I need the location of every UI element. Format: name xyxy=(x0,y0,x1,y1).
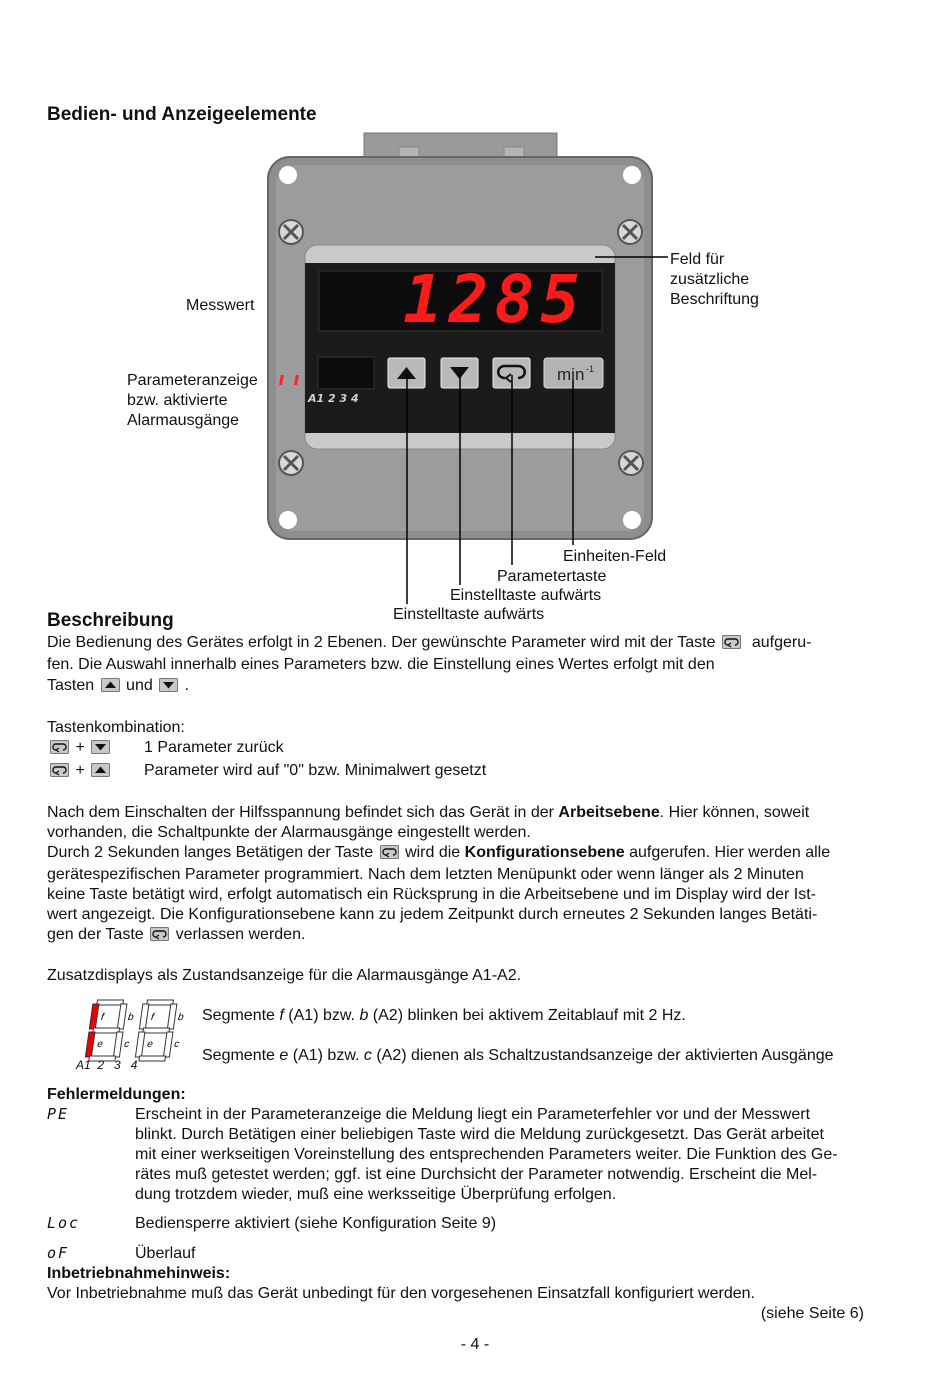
parameter-key-icon xyxy=(380,845,399,859)
parameter-key-icon xyxy=(150,927,169,941)
key-combo-1: + xyxy=(47,738,112,758)
inbetriebnahme-text: Vor Inbetriebnahme muß das Gerät unbedingt für den vorgesehenen Einsatzfall konfiguriert werden. xyxy=(47,1285,755,1302)
svg-text:b: b xyxy=(177,1012,184,1023)
paragraph-3-line-4: wert angezeigt. Die Konfigurationsebene kann zu jedem Zeitpunkt durch erneutes 2 Sekunden langes Betäti- xyxy=(47,906,818,923)
error-text-pe: Erscheint in der Parameteranzeige die Meldung liegt ein Parameterfehler vor und der Messwert blinkt. Durch Betätigen einer beliebigen Taste wird die Meldung zurückgesetzt. Das Gerät arbeitet mit einer werkseitigen Voreinstellung des entsprechenden Parameters weiter. Die Funktion des Ge- rätes muß getestet werden; ggf. ist eine Durchsicht der Parameter notwendig. Erscheint die Mel- dung trotzdem wieder, muß eine werksseitige Überprüfung erfolgen. xyxy=(135,1106,838,1203)
svg-text:f: f xyxy=(100,1012,105,1023)
paragraph-2-line-1: Nach dem Einschalten der Hilfsspannung befindet sich das Gerät in der Arbeitsebene. Hier können, soweit xyxy=(47,804,810,821)
svg-text:e: e xyxy=(96,1039,104,1050)
segment-labels: A1 2 3 4 xyxy=(76,1058,138,1072)
key-combo-2: + xyxy=(47,761,112,781)
page-reference: (siehe Seite 6) xyxy=(760,1305,864,1322)
paragraph-1-line-3: Tasten und . xyxy=(47,677,190,694)
label-parameteranzeige: Parameteranzeige bzw. aktivierte Alarmausgänge xyxy=(127,372,258,429)
error-code-loc: Loc xyxy=(47,1214,81,1232)
parameter-key-icon xyxy=(722,635,741,649)
label-einstelltaste-1: Einstelltaste aufwärts xyxy=(450,587,602,604)
fehlermeldungen-heading: Fehlermeldungen: xyxy=(47,1086,186,1103)
down-key-icon xyxy=(91,740,110,754)
label-messwert: Messwert xyxy=(186,297,255,314)
error-code-pe: PE xyxy=(47,1105,70,1123)
main-display-value: 1285 xyxy=(403,261,586,338)
key-combo-2-text: Parameter wird auf "0" bzw. Minimalwert gesetzt xyxy=(144,762,487,779)
svg-text:min: min xyxy=(557,365,585,384)
paragraph-3-line-2: gerätespezifischen Parameter programmiert. Nach dem letzten Menüpunkt oder wenn länger als 2 Minuten xyxy=(47,866,804,883)
page-number: - 4 - xyxy=(460,1336,490,1353)
label-parametertaste: Parametertaste xyxy=(497,568,607,585)
segment-text-2: Segmente e (A1) bzw. c (A2) dienen als Schaltzustandsanzeige der aktivierten Ausgänge xyxy=(202,1047,834,1064)
segment-text-1: Segmente f (A1) bzw. b (A2) blinken bei aktivem Zeitablauf mit 2 Hz. xyxy=(202,1007,686,1024)
parameter-key-icon xyxy=(50,763,69,777)
svg-text:b: b xyxy=(127,1012,135,1023)
paragraph-3-line-1: Durch 2 Sekunden langes Betätigen der Taste wird die Konfigurationsebene aufgerufen. Hier werden alle xyxy=(47,844,831,861)
error-code-of: oF xyxy=(47,1244,70,1262)
paragraph-1: Die Bedienung des Gerätes erfolgt in 2 Ebenen. Der gewünschte Parameter wird mit der Taste aufgeru- xyxy=(47,634,812,651)
up-key-icon xyxy=(91,763,110,777)
error-text-of: Überlauf xyxy=(135,1245,196,1262)
svg-text:e: e xyxy=(146,1039,154,1050)
zusatzdisplays-text: Zusatzdisplays als Zustandsanzeige für die Alarmausgänge A1-A2. xyxy=(47,967,522,984)
svg-text:-1: -1 xyxy=(586,364,595,374)
callout-lines xyxy=(0,0,950,640)
key-combo-1-text: 1 Parameter zurück xyxy=(144,739,284,756)
tastenkombination-heading: Tastenkombination: xyxy=(47,719,185,736)
label-einstelltaste-2: Einstelltaste aufwärts xyxy=(393,606,545,623)
inbetriebnahme-heading: Inbetriebnahmehinweis: xyxy=(47,1265,231,1282)
error-text-loc: Bediensperre aktiviert (siehe Konfiguration Seite 9) xyxy=(135,1215,497,1232)
up-key-icon xyxy=(101,678,120,692)
page-title: Bedien- und Anzeigeelemente xyxy=(47,104,317,125)
down-key-icon xyxy=(159,678,178,692)
label-feld: Feld für zusätzliche Beschriftung xyxy=(670,251,759,308)
svg-text:c: c xyxy=(173,1039,180,1050)
segment-display-illustration xyxy=(72,996,184,1072)
paragraph-2-line-2: vorhanden, die Schaltpunkte der Alarmausgänge eingestellt werden. xyxy=(47,824,531,841)
parameter-key-icon xyxy=(50,740,69,754)
paragraph-3-line-3: keine Taste betätigt wird, erfolgt automatisch ein Rücksprung in die Arbeitsebene und im Display wird der Ist- xyxy=(47,886,816,903)
svg-text:c: c xyxy=(123,1039,130,1050)
alarm-labels: A1 2 3 4 xyxy=(308,392,359,405)
label-einheiten-feld: Einheiten-Feld xyxy=(563,548,667,565)
svg-text:f: f xyxy=(150,1012,155,1023)
paragraph-1-line-2: fen. Die Auswahl innerhalb eines Parameters bzw. die Einstellung eines Wertes erfolgt mit den xyxy=(47,656,715,673)
paragraph-3-line-5: gen der Taste verlassen werden. xyxy=(47,926,306,943)
section-heading-beschreibung: Beschreibung xyxy=(47,610,174,631)
